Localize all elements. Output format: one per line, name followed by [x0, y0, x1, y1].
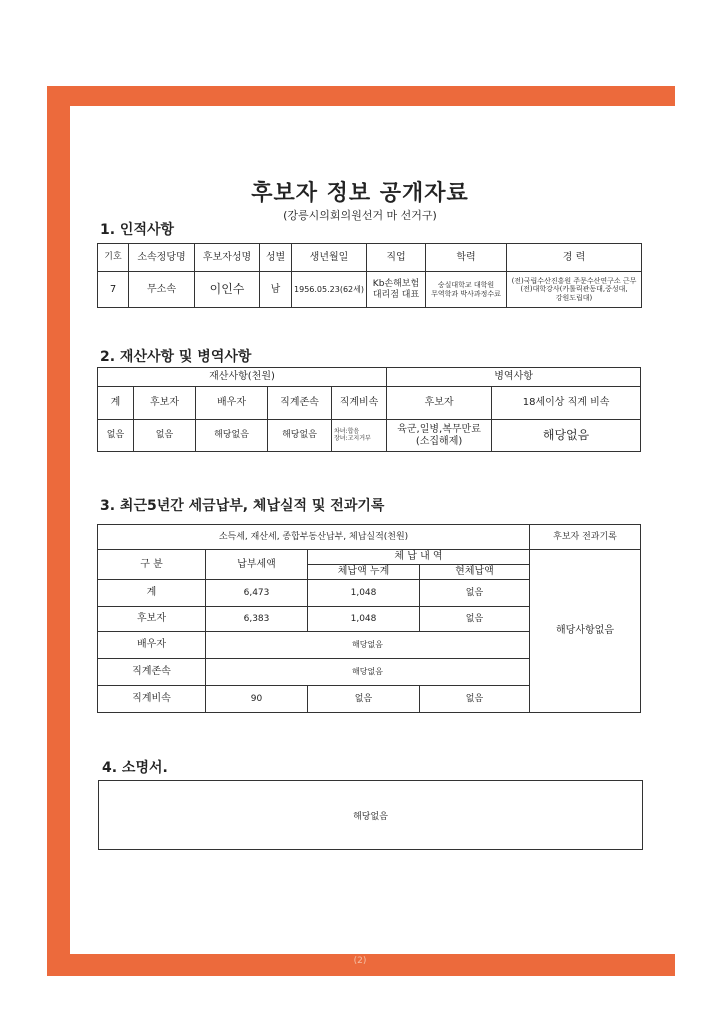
statement-content: 해당없음	[353, 812, 388, 822]
candidate-number: 7	[98, 272, 129, 308]
page-number: (2)	[353, 956, 367, 966]
col-category: 구 분	[98, 550, 206, 580]
property-military-table	[97, 367, 641, 452]
candidate-education: 숭실대학교 대학원 무역학과 박사과정수료	[426, 272, 507, 308]
col-candidate: 후보자	[134, 387, 196, 420]
header-job: 직업	[367, 244, 426, 272]
col-ascendant: 직계존속	[268, 387, 332, 420]
statement-box	[98, 780, 643, 850]
military-header: 병역사항	[387, 368, 641, 387]
document-subtitle: (강릉시의회의원선거 마 선거구)	[283, 209, 437, 222]
value-military-descendant: 해당없음	[492, 420, 641, 452]
section2-heading: 2. 재산사항 및 병역사항	[100, 349, 252, 365]
row-arrears-total: 없음	[308, 686, 420, 713]
candidate-gender: 남	[260, 272, 292, 308]
header-name: 후보자성명	[195, 244, 260, 272]
property-header: 재산사항(천원)	[98, 368, 387, 387]
row-merged-value: 해당없음	[206, 632, 530, 659]
section3-heading: 3. 최근5년간 세금납부, 체납실적 및 전과기록	[100, 498, 385, 514]
tax-header: 소득세, 재산세, 종합부동산납부, 체납실적(천원)	[98, 525, 530, 550]
criminal-record: 해당사항없음	[530, 550, 641, 713]
candidate-party: 무소속	[129, 272, 195, 308]
row-arrears-current: 없음	[420, 607, 530, 632]
section1-heading: 1. 인적사항	[100, 222, 175, 238]
col-military-descendant: 18세이상 직계 비속	[492, 387, 641, 420]
criminal-header: 후보자 전과기록	[530, 525, 641, 550]
row-paid: 6,383	[206, 607, 308, 632]
header-number: 기호	[98, 244, 129, 272]
row-label: 직계비속	[98, 686, 206, 713]
candidate-career: (전)국립수산진흥원 주문수산연구소 근무 (전)대학강사(카톨릭관동대,중성대, 강원도립대)	[507, 272, 642, 308]
col-arrears-total: 체납액 누계	[308, 565, 420, 580]
col-spouse: 배우자	[196, 387, 268, 420]
row-arrears-current: 없음	[420, 686, 530, 713]
row-paid: 6,473	[206, 580, 308, 607]
row-merged-value: 해당없음	[206, 659, 530, 686]
header-birth: 생년월일	[292, 244, 367, 272]
col-arrears: 체 납 내 역	[308, 550, 530, 565]
row-arrears-total: 1,048	[308, 607, 420, 632]
tax-table	[97, 524, 641, 713]
value-total: 없음	[98, 420, 134, 452]
value-ascendant: 해당없음	[268, 420, 332, 452]
row-arrears-total: 1,048	[308, 580, 420, 607]
document-title: 후보자 정보 공개자료	[251, 181, 469, 206]
row-label: 계	[98, 580, 206, 607]
value-descendant: 차녀:합음 장녀:고지거부	[332, 420, 387, 452]
col-paid: 납부세액	[206, 550, 308, 580]
row-label: 직계존속	[98, 659, 206, 686]
candidate-name: 이인수	[195, 272, 260, 308]
row-paid: 90	[206, 686, 308, 713]
header-career: 경 력	[507, 244, 642, 272]
col-total: 계	[98, 387, 134, 420]
value-military-candidate: 육군,일병,복무만료 (소집해제)	[387, 420, 492, 452]
row-label: 배우자	[98, 632, 206, 659]
col-descendant: 직계비속	[332, 387, 387, 420]
header-party: 소속정당명	[129, 244, 195, 272]
candidate-birth: 1956.05.23(62세)	[292, 272, 367, 308]
value-spouse: 해당없음	[196, 420, 268, 452]
header-gender: 성별	[260, 244, 292, 272]
row-label: 후보자	[98, 607, 206, 632]
value-candidate: 없음	[134, 420, 196, 452]
col-military-candidate: 후보자	[387, 387, 492, 420]
col-arrears-current: 현체납액	[420, 565, 530, 580]
candidate-job: Kb손해보험 대리점 대표	[367, 272, 426, 308]
personal-info-table	[97, 243, 642, 308]
row-arrears-current: 없음	[420, 580, 530, 607]
header-education: 학력	[426, 244, 507, 272]
section4-heading: 4. 소명서.	[102, 760, 168, 776]
